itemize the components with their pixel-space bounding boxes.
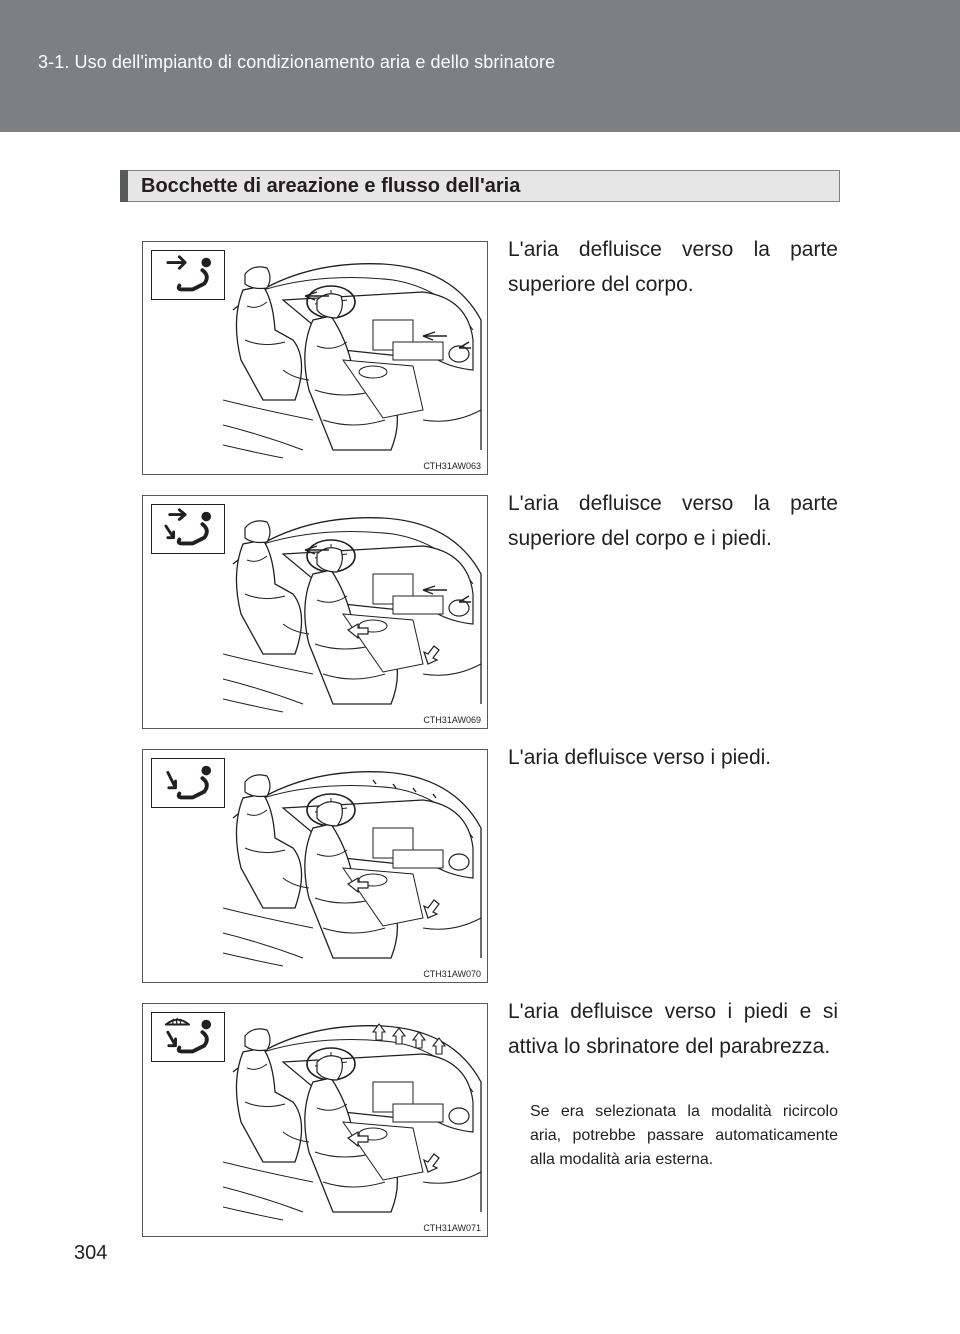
figure-code: CTH31AW070 bbox=[423, 969, 481, 979]
mode-description: L'aria defluisce verso la parte superiore del corpo. bbox=[508, 238, 838, 296]
section-title-marker bbox=[120, 170, 128, 202]
cabin-illustration bbox=[223, 504, 485, 714]
cabin-illustration bbox=[223, 250, 485, 460]
bi-level-airflow-icon bbox=[151, 504, 225, 554]
chapter-header: 3-1. Uso dell'impianto di condizionamento aria e dello sbrinatore bbox=[38, 52, 556, 72]
section-title-box bbox=[120, 170, 840, 202]
figure-code: CTH31AW071 bbox=[423, 1223, 481, 1233]
mode-description: L'aria defluisce verso la parte superiore del corpo e i piedi. bbox=[508, 492, 838, 550]
figure-feet-mode bbox=[142, 749, 488, 983]
figure-feet-defrost-mode bbox=[142, 1003, 488, 1237]
mode-description: L'aria defluisce verso i piedi. bbox=[508, 746, 772, 769]
section-title: Bocchette di areazione e flusso dell'aria bbox=[141, 175, 521, 197]
feet-defrost-airflow-icon bbox=[151, 1012, 225, 1062]
face-airflow-icon bbox=[151, 250, 225, 300]
figure-face-mode bbox=[142, 241, 488, 475]
figure-code: CTH31AW063 bbox=[423, 461, 481, 471]
figure-bi-level-mode bbox=[142, 495, 488, 729]
cabin-illustration bbox=[223, 1012, 485, 1222]
feet-airflow-icon bbox=[151, 758, 225, 808]
mode-description: L'aria defluisce verso i piedi e si attiva lo sbrinatore del parabrezza. bbox=[508, 1000, 838, 1058]
page-number: 304 bbox=[74, 1242, 108, 1264]
figure-code: CTH31AW069 bbox=[423, 715, 481, 725]
mode-note: Se era selezionata la modalità ricircolo aria, potrebbe passare automaticamente alla modalità aria esterna. bbox=[530, 1103, 838, 1168]
cabin-illustration bbox=[223, 758, 485, 968]
